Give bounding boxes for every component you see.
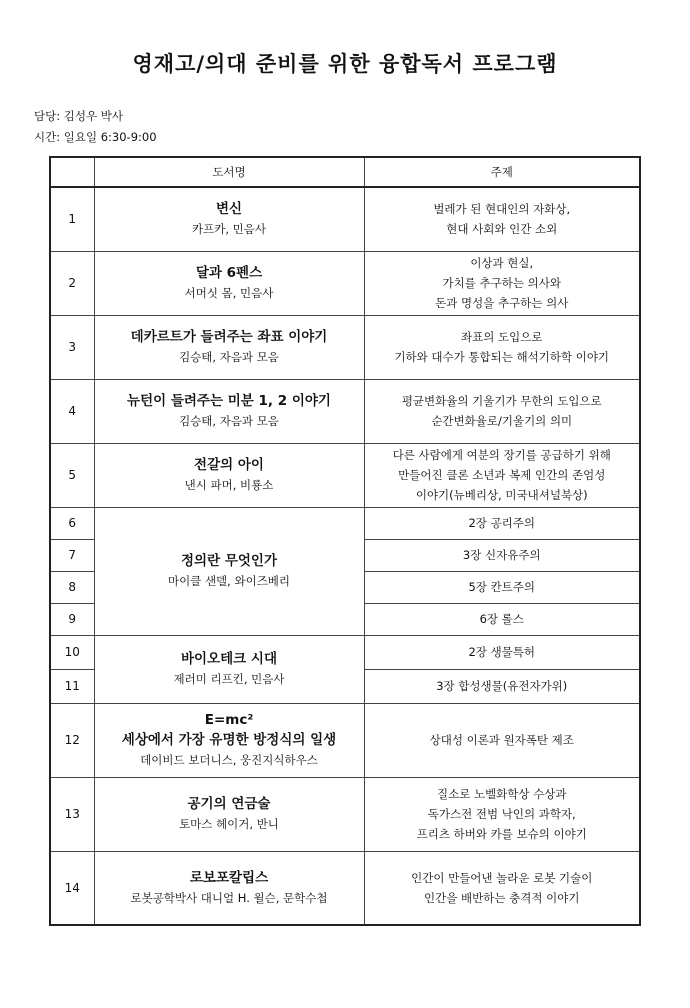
row-number: 9 <box>50 603 94 635</box>
topic-line: 가치를 추구하는 의사와 <box>442 276 561 290</box>
book-cell <box>94 187 364 251</box>
table-row <box>50 703 640 777</box>
book-author-publisher: 김승태, 자음과 모음 <box>179 414 279 428</box>
topic-line: 현대 사회와 인간 소외 <box>446 222 558 237</box>
book-cell <box>94 851 364 925</box>
topic-cell <box>364 443 640 507</box>
row-number: 6 <box>50 507 94 539</box>
book-cell <box>94 777 364 851</box>
table-row <box>50 315 640 379</box>
header-book: 도서명 <box>94 157 364 187</box>
manager-info: 담당: 김성우 박사 <box>34 109 123 123</box>
book-title: 바이오테크 시대 <box>181 651 277 667</box>
header-topic: 주제 <box>364 157 640 187</box>
topic-line: 이상과 현실, <box>470 256 534 270</box>
topic-line: 순간변화율로/기울기의 의미 <box>431 414 573 428</box>
book-title: 로보포칼립스 <box>189 869 269 886</box>
topic-cell <box>364 187 640 251</box>
topic-cell <box>364 571 640 603</box>
header-num <box>50 157 94 187</box>
topic-line: 인간을 배반하는 충격적 이야기 <box>424 890 580 905</box>
book-cell <box>94 315 364 379</box>
schedule-time: 시간: 일요일 6:30-9:00 <box>34 130 157 144</box>
topic-cell <box>364 777 640 851</box>
book-cell <box>94 703 364 777</box>
topic-line: 돈과 명성을 추구하는 의사 <box>435 296 569 310</box>
table-row <box>50 251 640 315</box>
topic-line: 인간이 만들어낸 놀라운 로봇 기술이 <box>411 870 593 885</box>
topic-cell <box>364 379 640 443</box>
topic-line: 다른 사람에게 여분의 장기를 공급하기 위해 <box>392 448 611 462</box>
topic-cell <box>364 603 640 635</box>
topic-line: 6장 롤스 <box>479 612 524 626</box>
table-row <box>50 777 640 851</box>
row-number: 3 <box>50 315 94 379</box>
topic-cell <box>364 507 640 539</box>
book-title-top: E=mc² <box>204 712 254 728</box>
book-title: 변신 <box>215 201 243 218</box>
book-author-publisher: 카프카, 민음사 <box>192 222 266 237</box>
topic-cell <box>364 315 640 379</box>
topic-cell <box>364 251 640 315</box>
topic-line: 질소로 노벨화학상 수상과 <box>436 787 567 801</box>
table-row <box>50 851 640 925</box>
topic-line: 벌레가 된 현대인의 자화상, <box>433 202 571 217</box>
book-cell <box>94 443 364 507</box>
book-author-publisher: 토마스 헤이거, 반니 <box>179 817 279 831</box>
topic-line: 2장 공리주의 <box>468 516 536 530</box>
book-title: 정의란 무엇인가 <box>181 553 277 569</box>
topic-line: 기하와 대수가 통합되는 해석기하학 이야기 <box>394 350 610 364</box>
row-number: 4 <box>50 379 94 443</box>
row-number: 5 <box>50 443 94 507</box>
topic-line: 만들어진 클론 소년과 복제 인간의 존엄성 <box>398 468 606 482</box>
book-author-publisher: 서머싯 몸, 민음사 <box>184 286 274 300</box>
topic-line: 좌표의 도입으로 <box>461 330 543 344</box>
topic-cell <box>364 851 640 925</box>
topic-cell <box>364 703 640 777</box>
book-author-publisher: 마이클 샌델, 와이즈베리 <box>167 574 291 588</box>
row-number: 8 <box>50 571 94 603</box>
topic-line: 3장 합성생물(유전자가위) <box>436 679 568 693</box>
topic-line: 프리츠 하버와 카를 보슈의 이야기 <box>416 827 587 841</box>
book-author-publisher: 제러미 리프킨, 민음사 <box>173 672 285 686</box>
book-cell <box>94 379 364 443</box>
topic-line: 상대성 이론과 원자폭탄 제조 <box>429 733 574 747</box>
topic-line: 독가스전 전범 낙인의 과학자, <box>427 807 576 821</box>
book-cell <box>94 507 364 635</box>
row-number: 13 <box>50 777 94 851</box>
table-row <box>50 635 640 669</box>
book-author-publisher: 데이비드 보더니스, 웅진지식하우스 <box>140 753 318 767</box>
page-title: 영재고/의대 준비를 위한 융합독서 프로그램 <box>132 52 558 76</box>
book-cell <box>94 251 364 315</box>
table-header-row <box>50 157 640 187</box>
topic-line: 이야기(뉴베리상, 미국내셔널북상) <box>415 488 588 502</box>
topic-cell <box>364 539 640 571</box>
book-author-publisher: 낸시 파머, 비룡소 <box>184 478 274 492</box>
row-number: 14 <box>50 851 94 925</box>
table-row <box>50 379 640 443</box>
book-author-publisher: 로봇공학박사 대니얼 H. 윌슨, 문학수첩 <box>130 890 328 905</box>
book-cell <box>94 635 364 703</box>
book-title: 달과 6펜스 <box>195 265 263 281</box>
topic-line: 5장 칸트주의 <box>468 580 536 594</box>
topic-line: 2장 생물특허 <box>468 645 536 659</box>
row-number: 11 <box>50 669 94 703</box>
table-row <box>50 443 640 507</box>
row-number: 1 <box>50 187 94 251</box>
row-number: 7 <box>50 539 94 571</box>
row-number: 10 <box>50 635 94 669</box>
table-row <box>50 507 640 539</box>
book-title: 전갈의 아이 <box>194 457 264 473</box>
topic-cell <box>364 669 640 703</box>
book-title: 공기의 연금술 <box>187 796 271 812</box>
topic-cell <box>364 635 640 669</box>
row-number: 12 <box>50 703 94 777</box>
row-number: 2 <box>50 251 94 315</box>
topic-line: 3장 신자유주의 <box>462 548 541 562</box>
book-title: 데카르트가 들려주는 좌표 이야기 <box>130 329 328 345</box>
reading-program-table <box>49 156 641 926</box>
book-title: 뉴턴이 들려주는 미분 1, 2 이야기 <box>127 393 331 409</box>
book-title: 세상에서 가장 유명한 방정식의 일생 <box>121 732 337 748</box>
topic-line: 평균변화율의 기울기가 무한의 도입으로 <box>401 394 602 408</box>
table-row <box>50 187 640 251</box>
book-author-publisher: 김승태, 자음과 모음 <box>179 350 279 364</box>
